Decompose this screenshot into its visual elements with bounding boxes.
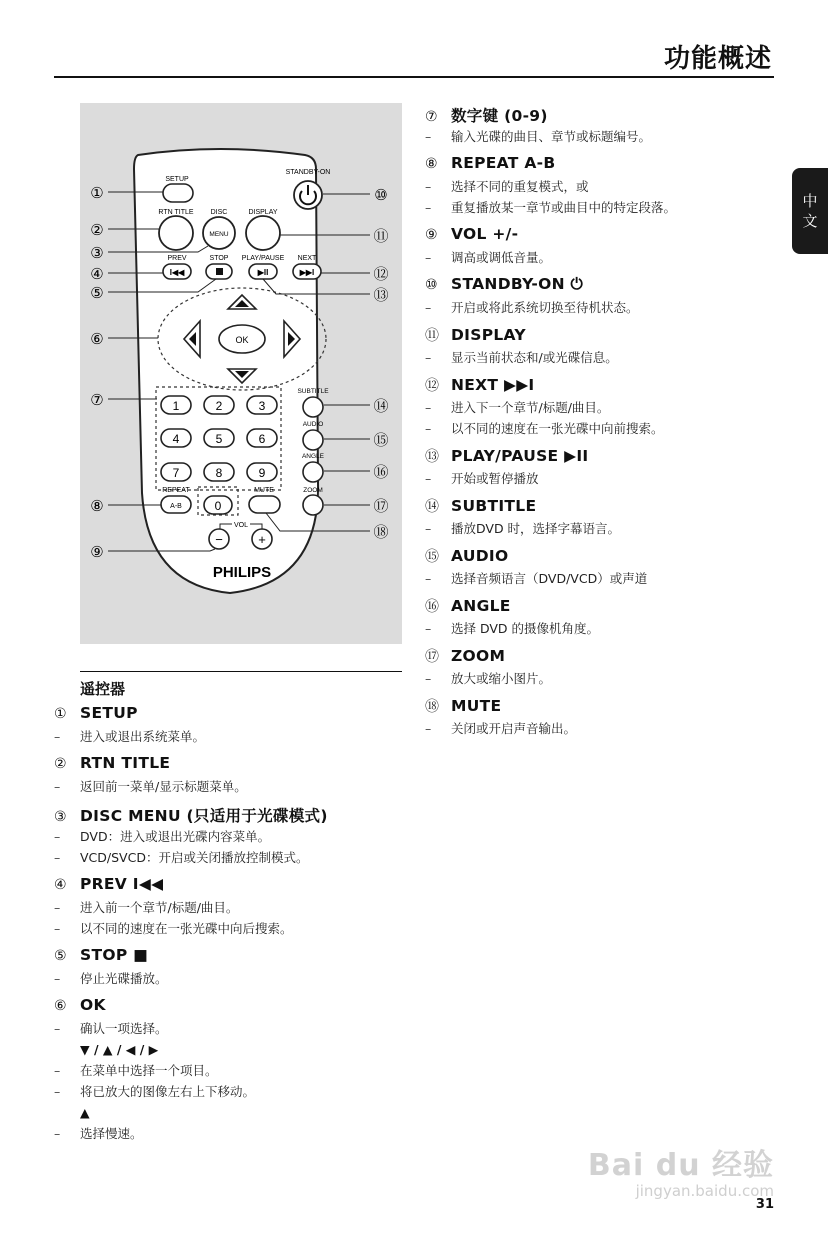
description-text: 开启或将此系统切换至待机状态。 <box>451 300 639 315</box>
item-title: ZOOM <box>451 647 506 665</box>
subtitle-button[interactable] <box>303 397 323 417</box>
callout-1: ① <box>90 185 104 202</box>
rtn-title-label: RTN TITLE <box>158 209 194 216</box>
sub-heading: ▼ / ▲ / ◀ / ▶ <box>80 1042 159 1057</box>
page-title: 功能概述 <box>663 44 772 74</box>
item-number: ⑰ <box>425 649 439 665</box>
function-item <box>425 325 805 368</box>
function-heading <box>425 375 805 397</box>
function-item <box>54 754 414 797</box>
description-text: 放大或缩小图片。 <box>451 671 552 686</box>
function-item <box>425 546 805 589</box>
description-text: 调高或调低音量。 <box>451 250 552 265</box>
item-number: ⑯ <box>425 599 439 615</box>
language-tab-char-1: 中 <box>802 192 818 210</box>
function-item <box>54 804 414 868</box>
item-number: ⑩ <box>425 277 438 293</box>
dash-marker: – <box>54 971 61 986</box>
callout-9: ⑨ <box>90 544 104 561</box>
header-rule <box>54 76 774 78</box>
digit-3-label: 3 <box>258 399 266 413</box>
dash-marker: – <box>425 400 432 415</box>
item-title: ANGLE <box>451 597 511 615</box>
description-line <box>425 397 805 418</box>
display-button[interactable] <box>246 216 280 250</box>
function-heading <box>54 704 414 726</box>
function-heading <box>425 325 805 347</box>
description-line <box>425 518 805 539</box>
next-label: NEXT <box>297 255 317 262</box>
function-item <box>54 996 414 1144</box>
remote-control-illustration <box>80 103 402 644</box>
standby-label: STANDBY-ON <box>285 169 331 176</box>
description-text: 进入下一个章节/标题/曲目。 <box>451 400 610 415</box>
callout-14: ⑭ <box>373 398 389 415</box>
mute-button[interactable] <box>249 496 280 513</box>
item-number: ⑱ <box>425 699 439 715</box>
description-text: 进入前一个章节/标题/曲目。 <box>80 900 239 915</box>
function-item <box>54 875 414 939</box>
item-title: SUBTITLE <box>451 497 537 515</box>
angle-label: ANGLE <box>301 453 325 460</box>
description-text: 进入或退出系统菜单。 <box>80 729 206 744</box>
callout-7: ⑦ <box>90 392 104 409</box>
dash-marker: – <box>425 250 432 265</box>
description-line <box>425 468 805 489</box>
dash-marker: – <box>425 671 432 686</box>
callout-8: ⑧ <box>90 498 104 515</box>
description-line <box>54 968 414 989</box>
function-item <box>425 496 805 539</box>
prev-label: PREV <box>167 255 187 262</box>
play-pause-label: PLAY/PAUSE <box>241 255 285 262</box>
description-text: 停止光碟播放。 <box>80 971 168 986</box>
digit-5-label: 5 <box>215 432 223 446</box>
stop-label: STOP <box>209 255 229 262</box>
repeat-label: REPEAT <box>162 487 190 494</box>
description-text: 返回前一菜单/显示标题菜单。 <box>80 779 247 794</box>
subtitle-label: SUBTITLE <box>297 388 329 395</box>
mute-label: MUTE <box>254 487 274 494</box>
description-line <box>54 1123 414 1144</box>
dash-marker: – <box>425 621 432 636</box>
function-heading <box>54 804 414 826</box>
description-text: 显示当前状态和/或光碟信息。 <box>451 350 618 365</box>
digit-2-label: 2 <box>215 399 223 413</box>
callout-17: ⑰ <box>373 498 389 515</box>
dash-marker: – <box>54 1021 61 1036</box>
function-heading <box>54 754 414 776</box>
function-item <box>54 704 414 747</box>
function-heading <box>425 154 805 176</box>
function-item <box>425 375 805 439</box>
description-line <box>54 1060 414 1081</box>
item-title: STOP ■ <box>80 946 149 964</box>
callout-5: ⑤ <box>90 285 104 302</box>
description-line <box>54 1081 414 1102</box>
description-line <box>425 197 805 218</box>
description-text: 选择 DVD 的摄像机角度。 <box>451 621 600 636</box>
disc-label: DISC <box>210 209 228 216</box>
description-text: DVD：进入或退出光碟内容菜单。 <box>80 829 271 844</box>
item-number: ④ <box>54 877 67 893</box>
description-line <box>425 347 805 368</box>
item-title: STANDBY-ON ⏻ <box>451 275 584 293</box>
description-text: 选择慢速。 <box>80 1126 143 1141</box>
dash-marker: – <box>54 850 61 865</box>
description-text: 开始或暂停播放 <box>451 471 539 486</box>
zoom-label: ZOOM <box>303 487 323 494</box>
description-line <box>54 847 414 868</box>
function-heading <box>54 996 414 1018</box>
function-heading <box>425 546 805 568</box>
description-text: 将已放大的图像左右上下移动。 <box>80 1084 256 1099</box>
item-number: ② <box>54 756 67 772</box>
item-title: SETUP <box>80 704 138 722</box>
item-number: ⑨ <box>425 227 438 243</box>
description-text: 确认一项选择。 <box>80 1021 168 1036</box>
description-line <box>54 776 414 797</box>
dash-marker: – <box>54 921 61 936</box>
angle-button[interactable] <box>303 462 323 482</box>
function-heading <box>54 946 414 968</box>
function-item <box>425 646 805 689</box>
description-line <box>425 668 805 689</box>
dash-marker: – <box>425 521 432 536</box>
item-title: RTN TITLE <box>80 754 171 772</box>
digit-1-label: 1 <box>172 399 180 413</box>
item-title: PLAY/PAUSE ▶II <box>451 447 589 465</box>
callout-18: ⑱ <box>373 524 389 541</box>
description-text: 播放DVD 时，选择字幕语言。 <box>451 521 621 536</box>
dash-marker: – <box>425 471 432 486</box>
right-column <box>425 104 805 746</box>
dash-marker: – <box>54 1063 61 1078</box>
dash-marker: – <box>54 1084 61 1099</box>
dash-marker: – <box>54 829 61 844</box>
audio-button[interactable] <box>303 430 323 450</box>
digit-9-label: 9 <box>258 466 266 480</box>
function-item <box>425 696 805 739</box>
setup-label: SETUP <box>165 176 189 183</box>
description-text: 输入光碟的曲目、章节或标题编号。 <box>451 129 652 144</box>
function-heading <box>425 596 805 618</box>
item-number: ⑮ <box>425 549 439 565</box>
function-heading <box>54 875 414 897</box>
function-heading <box>425 696 805 718</box>
plus-label: + <box>258 532 266 547</box>
dash-marker: – <box>425 421 432 436</box>
digit-7-label: 7 <box>172 466 180 480</box>
item-number: ① <box>54 706 67 722</box>
item-number: ⑧ <box>425 156 438 172</box>
watermark-url: jingyan.baidu.com <box>635 1182 774 1200</box>
item-title: DISPLAY <box>451 326 526 344</box>
ab-label: A-B <box>170 503 182 510</box>
dash-marker: – <box>425 200 432 215</box>
description-line <box>425 126 805 147</box>
stop-icon <box>216 268 223 275</box>
callout-6: ⑥ <box>90 331 104 348</box>
function-heading <box>425 225 805 247</box>
function-heading <box>425 646 805 668</box>
item-number: ⑭ <box>425 499 439 515</box>
function-item <box>54 946 414 989</box>
callout-3: ③ <box>90 245 104 262</box>
item-number: ⑤ <box>54 948 67 964</box>
description-line <box>425 176 805 197</box>
dash-marker: – <box>54 1126 61 1141</box>
item-title: AUDIO <box>451 547 509 565</box>
function-item <box>425 104 805 147</box>
page-number: 31 <box>755 1197 774 1212</box>
sub-heading: ▲ <box>80 1105 90 1120</box>
dash-marker: – <box>425 350 432 365</box>
callout-13: ⑬ <box>373 287 389 304</box>
description-line <box>425 718 805 739</box>
function-heading <box>425 446 805 468</box>
description-line <box>54 897 414 918</box>
digit-8-label: 8 <box>215 466 223 480</box>
description-line <box>54 918 414 939</box>
description-line <box>425 297 805 318</box>
description-text: 重复播放某一章节或曲目中的特定段落。 <box>451 200 677 215</box>
item-number: ⑫ <box>425 378 439 394</box>
callout-4: ④ <box>90 266 104 283</box>
dash-marker: – <box>54 900 61 915</box>
dash-marker: – <box>425 300 432 315</box>
item-title: MUTE <box>451 697 502 715</box>
description-text: 选择不同的重复模式，或 <box>451 179 589 194</box>
figure-caption: 遥控器 <box>80 680 126 698</box>
dash-marker: – <box>425 179 432 194</box>
description-text: 选择音频语言（DVD/VCD）或声道 <box>451 571 648 586</box>
minus-label: − <box>215 532 223 547</box>
brand-logo: PHILIPS <box>212 564 272 581</box>
description-line <box>54 1018 414 1039</box>
digit-6-label: 6 <box>258 432 266 446</box>
digit-0-label: 0 <box>214 499 222 513</box>
item-title: PREV I◀◀ <box>80 875 164 893</box>
description-line <box>54 826 414 847</box>
callout-15: ⑮ <box>373 432 389 449</box>
function-item <box>425 446 805 489</box>
item-number: ⑦ <box>425 109 438 125</box>
item-title: REPEAT A-B <box>451 154 556 172</box>
setup-button[interactable] <box>163 184 193 202</box>
function-item <box>425 154 805 218</box>
callout-11: ⑪ <box>373 228 389 245</box>
function-heading <box>425 104 805 126</box>
remote-control-figure <box>80 103 402 644</box>
ok-label: OK <box>235 335 249 345</box>
item-number: ⑥ <box>54 998 67 1014</box>
dash-marker: – <box>425 129 432 144</box>
description-line <box>425 618 805 639</box>
description-text: 在菜单中选择一个项目。 <box>80 1063 218 1078</box>
callout-12: ⑫ <box>373 266 389 283</box>
item-number: ⑬ <box>425 449 439 465</box>
watermark: Bai du 经验 <box>587 1148 774 1183</box>
description-text: 关闭或开启声音输出。 <box>451 721 577 736</box>
description-line <box>425 568 805 589</box>
item-number: ⑪ <box>425 328 439 344</box>
item-title: OK <box>80 996 106 1014</box>
description-line <box>54 726 414 747</box>
description-text: 以不同的速度在一张光碟中向前搜索。 <box>451 421 664 436</box>
callout-16: ⑯ <box>373 464 389 481</box>
item-title: VOL +/- <box>451 225 519 243</box>
dash-marker: – <box>54 779 61 794</box>
prev-icon: I◀◀ <box>169 268 185 277</box>
vol-label: VOL <box>233 522 249 529</box>
dash-marker: – <box>54 729 61 744</box>
dash-marker: – <box>425 721 432 736</box>
left-column <box>54 704 414 1151</box>
play-pause-icon: ▶II <box>257 268 269 277</box>
item-title: DISC MENU (只适用于光碟模式) <box>80 807 328 825</box>
menu-label: MENU <box>209 231 229 238</box>
callout-10: ⑩ <box>374 187 388 204</box>
function-heading <box>425 496 805 518</box>
item-title: 数字键 (0-9) <box>451 107 548 125</box>
dash-marker: – <box>425 571 432 586</box>
display-label: DISPLAY <box>248 209 278 216</box>
rtn-title-button[interactable] <box>159 216 193 250</box>
caption-rule <box>80 671 402 672</box>
description-text: 以不同的速度在一张光碟中向后搜索。 <box>80 921 293 936</box>
next-icon: ▶▶I <box>299 268 315 277</box>
function-item <box>425 275 805 318</box>
description-text: VCD/SVCD：开启或关闭播放控制模式。 <box>80 850 309 865</box>
language-tab-char-2: 文 <box>802 212 818 230</box>
function-heading <box>425 275 805 297</box>
description-line <box>425 418 805 439</box>
zoom-button[interactable] <box>303 495 323 515</box>
function-item <box>425 596 805 639</box>
function-item <box>425 225 805 268</box>
item-number: ③ <box>54 809 67 825</box>
digit-4-label: 4 <box>172 432 180 446</box>
callout-2: ② <box>90 222 104 239</box>
audio-label: AUDIO <box>302 421 324 428</box>
description-line <box>425 247 805 268</box>
item-title: NEXT ▶▶I <box>451 376 535 394</box>
